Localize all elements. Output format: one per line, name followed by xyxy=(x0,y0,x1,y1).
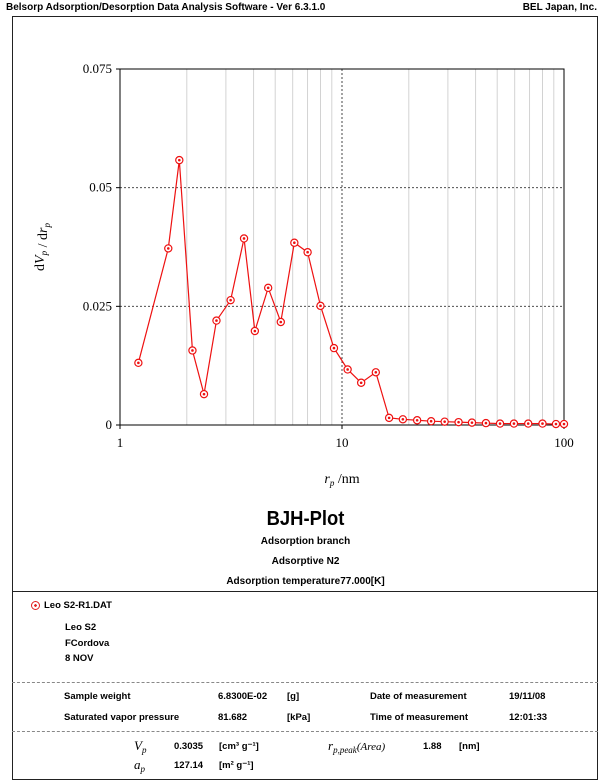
x-tick-label: 1 xyxy=(116,435,124,450)
plot-title: BJH-Plot xyxy=(266,508,345,530)
data-point-center xyxy=(499,422,502,425)
data-point-center xyxy=(203,393,206,396)
app-title: Belsorp Adsorption/Desorption Data Analysis Software - Ver 6.3.1.0 xyxy=(6,2,326,13)
data-point-center xyxy=(178,159,181,162)
x-tick-label: 10 xyxy=(335,435,349,450)
section-divider xyxy=(12,591,598,592)
subtitle-branch: Adsorption branch xyxy=(260,536,351,547)
data-point-center xyxy=(388,417,391,420)
data-point-center xyxy=(279,321,282,324)
svp-label: Saturated vapor pressure xyxy=(64,712,180,723)
data-point-center xyxy=(402,418,405,421)
data-point-center xyxy=(167,247,170,250)
data-point-center xyxy=(541,422,544,425)
sample-weight-unit: [g] xyxy=(287,691,300,702)
y-axis-label: $dV_p / dr_p$ xyxy=(33,223,52,271)
data-point-center xyxy=(137,362,140,365)
rp-peak-value: 1.88 xyxy=(423,741,442,752)
rp-peak-label: $r_{p,peak}(Area)$ xyxy=(328,738,386,755)
section-divider-dashed xyxy=(12,731,598,732)
subtitle-adsorptive: Adsorptive N2 xyxy=(271,556,340,567)
series-marker-icon xyxy=(31,601,40,610)
subtitle-temperature: Adsorption temperature77.000[K] xyxy=(226,576,385,587)
time-label: Time of measurement xyxy=(370,712,469,723)
svp-unit: [kPa] xyxy=(287,712,311,723)
vp-unit: [cm³ g⁻¹] xyxy=(219,741,259,752)
ap-value: 127.14 xyxy=(174,760,204,771)
section-divider-dashed xyxy=(12,682,598,683)
vp-symbol: $V_p$ xyxy=(134,738,147,755)
y-tick-label: 0.025 xyxy=(82,298,112,314)
file-name: Leo S2-R1.DAT xyxy=(44,600,112,611)
date-label: Date of measurement xyxy=(370,691,467,702)
data-point-center xyxy=(485,422,488,425)
data-point-center xyxy=(243,237,246,240)
file-info-line3: 8 NOV xyxy=(65,653,94,664)
data-point-center xyxy=(443,420,446,423)
data-point-center xyxy=(215,319,218,322)
y-tick-label: 0.075 xyxy=(82,61,112,76)
data-point-center xyxy=(563,423,566,426)
date-value: 19/11/08 xyxy=(509,691,546,702)
sample-weight-label: Sample weight xyxy=(64,691,131,702)
sample-weight-value: 6.8300E-02 xyxy=(218,691,268,702)
data-point-center xyxy=(333,347,336,350)
file-info-line1: Leo S2 xyxy=(65,622,97,633)
data-point-center xyxy=(555,423,558,426)
data-point-center xyxy=(346,368,349,371)
ap-symbol: $a_p$ xyxy=(134,757,145,774)
data-point-center xyxy=(293,241,296,244)
file-info-line2: FCordova xyxy=(65,638,110,649)
data-point-center xyxy=(527,422,530,425)
rp-peak-unit: [nm] xyxy=(459,741,480,752)
data-point-center xyxy=(471,421,474,424)
ap-unit: [m² g⁻¹] xyxy=(219,760,254,771)
vp-value: 0.3035 xyxy=(174,741,204,752)
svp-value: 81.682 xyxy=(218,712,248,723)
data-point-center xyxy=(229,299,232,302)
data-point-center xyxy=(267,287,270,290)
data-point-center xyxy=(306,251,309,254)
vendor-name: BEL Japan, Inc. xyxy=(522,2,597,13)
y-tick-label: 0 xyxy=(105,417,112,432)
data-point-center xyxy=(375,371,378,374)
x-tick-label: 100 xyxy=(554,435,574,450)
time-value: 12:01:33 xyxy=(509,712,548,723)
data-point-center xyxy=(513,422,516,425)
data-point-center xyxy=(319,305,322,308)
data-point-center xyxy=(416,419,419,422)
data-point-center xyxy=(360,381,363,384)
x-axis-label: $r_p$ /nm xyxy=(324,472,360,488)
data-point-center xyxy=(430,420,433,423)
y-tick-label: 0.05 xyxy=(89,179,112,195)
data-point-center xyxy=(457,421,460,424)
data-point-center xyxy=(191,349,194,352)
data-point-center xyxy=(254,330,257,333)
